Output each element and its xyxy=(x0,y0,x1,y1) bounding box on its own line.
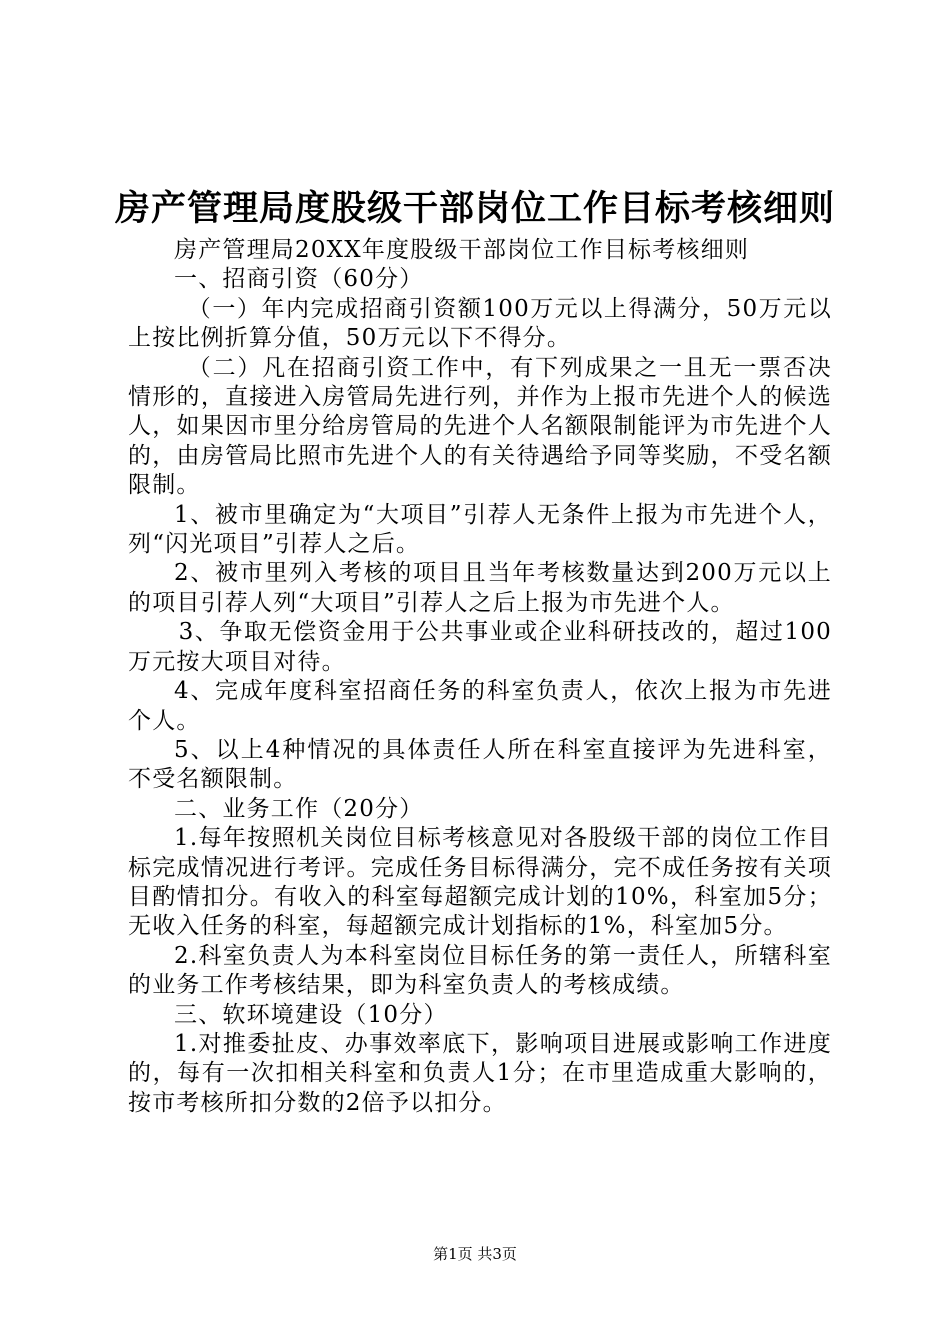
section-heading-business: 二、业务工作（20分） xyxy=(174,795,424,822)
body-paragraph-subtitle: 房产管理局20XX年度股级干部岗位工作目标考核细则 xyxy=(174,237,750,263)
list-item: 3、争取无偿资金用于公共事业或企业科研技改的，超过100万元按大项目对待。 xyxy=(128,619,832,675)
section-heading-investment: 一、招商引资（60分） xyxy=(174,266,424,293)
document-body xyxy=(128,236,832,1118)
body-paragraph: （一）年内完成招商引资额100万元以上得满分，50万元以上按比例折算分值，50万元以下不得分。 xyxy=(128,295,832,352)
section-heading-environment: 三、软环境建设（10分） xyxy=(174,1001,448,1028)
document-title: 房产管理局度股级干部岗位工作目标考核细则 xyxy=(114,189,835,229)
list-item: 1、被市里确定为“大项目”引荐人无条件上报为市先进个人，列“闪光项目”引荐人之后。 xyxy=(128,501,832,558)
page-number: 第1页 共3页 xyxy=(433,1245,517,1263)
list-item: 1.每年按照机关岗位目标考核意见对各股级干部的岗位工作目标完成情况进行考评。完成任务目标得满分，完不成任务按有关项目酌情扣分。有收入的科室每超额完成计划的10%，科室加5分；无收入任务的科室，每超额完成计划指标的1%，科室加5分。 xyxy=(128,825,832,940)
list-item: 2、被市里列入考核的项目且当年考核数量达到200万元以上的项目引荐人列“大项目”引荐人之后上报为市先进个人。 xyxy=(128,560,832,616)
list-item: 4、完成年度科室招商任务的科室负责人，依次上报为市先进个人。 xyxy=(128,678,832,734)
list-item: 5、以上4种情况的具体责任人所在科室直接评为先进科室，不受名额限制。 xyxy=(128,736,832,793)
body-paragraph: （二）凡在招商引资工作中，有下列成果之一且无一票否决情形的，直接进入房管局先进行列，并作为上报市先进个人的候选人，如果因市里分给房管局的先进个人名额限制能评为市先进个人的，由房管局比照市先进个人的有关待遇给予同等奖励，不受名额限制。 xyxy=(128,354,832,499)
list-item: 1.对推委扯皮、办事效率底下，影响项目进展或影响工作进度的，每有一次扣相关科室和负责人1分；在市里造成重大影响的，按市考核所扣分数的2倍予以扣分。 xyxy=(128,1030,832,1116)
list-item: 2.科室负责人为本科室岗位目标任务的第一责任人，所辖科室的业务工作考核结果，即为科室负责人的考核成绩。 xyxy=(128,942,832,999)
